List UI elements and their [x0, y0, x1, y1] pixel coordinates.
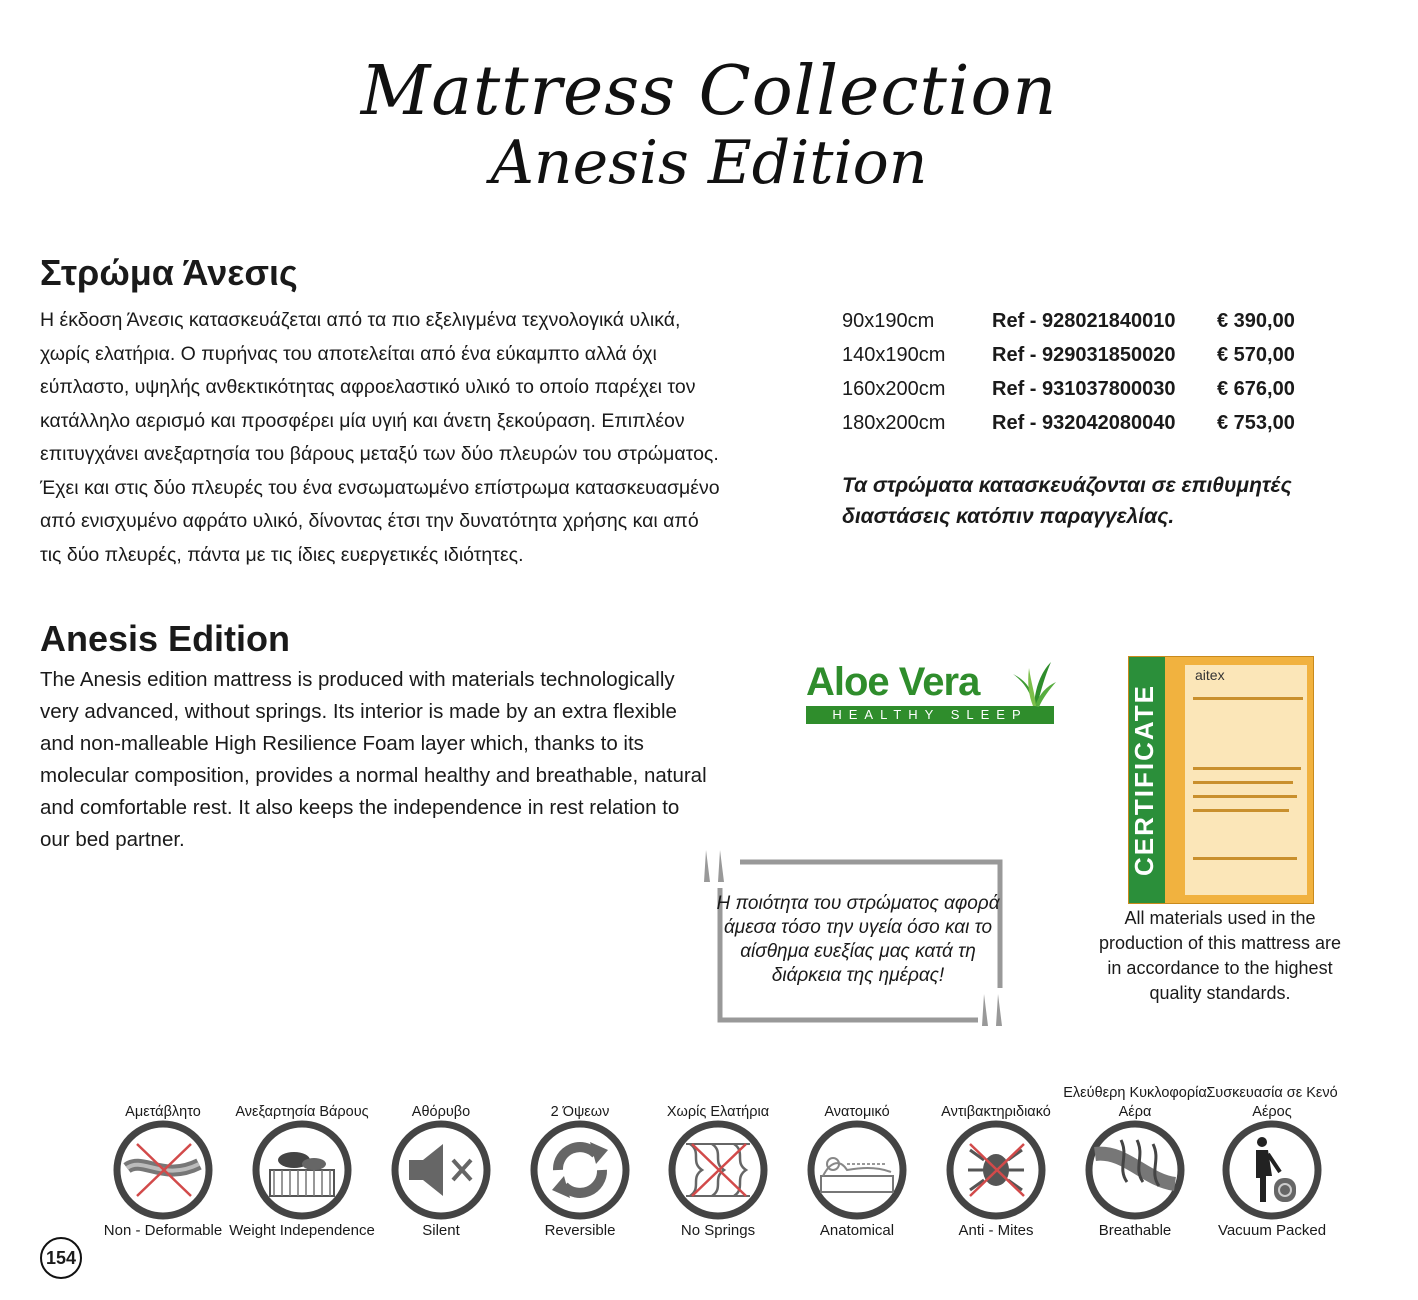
certificate-line [1193, 809, 1289, 812]
feature-label-greek: Ανατομικό [824, 1104, 890, 1120]
price-size: 160x200cm [842, 378, 946, 400]
price-row [842, 372, 1295, 406]
feature-label-english: Non - Deformable [103, 1222, 223, 1239]
certificate-line [1193, 857, 1297, 860]
title-line-2: Anesis Edition [490, 128, 928, 198]
feature-reversible [505, 1080, 655, 1260]
price-size: 90x190cm [842, 310, 935, 332]
price-ref: Ref - 931037800030 [992, 378, 1176, 400]
anti-mites-icon [946, 1120, 1046, 1220]
certificate-caption: All materials used in the production of this mattress are in accordance to the highest quality standards. [1098, 908, 1342, 1003]
weight-independence-icon [252, 1120, 352, 1220]
feature-label-english: Vacuum Packed [1217, 1222, 1327, 1239]
price-row [842, 406, 1295, 440]
feature-no-springs [643, 1080, 793, 1260]
greek-paragraph: Η έκδοση Άνεσις κατασκευάζεται από τα πιο εξελιγμένα τεχνολογικά υλικά, χωρίς ελατήρια. Ο πυρήνας του αποτελείται από ένα εύκαμπτο αλλά όχι εύπλαστο, υψηλής ανθεκτικότητας αφροελαστικό υλικό το οποίο παρέχει τον κατάλληλο αερισμό και προσφέρει μία υγιή και άνετη ξεκούραση. Επιπλέον επιτυγχάνει ανεξαρτησία του βάρους μεταξύ των δύο πλευρών του στρώματος. Έχει και στις δύο πλευρές του ένα ενσωματωμένο επίστρωμα κατασκευασμένο από ενισχυμένο αφράτο υλικό, δίνοντας έτσι την δυνατότητα χρήσης και από τις δύο πλευρές, πάντα με τις ίδιες ευεργετικές ιδιότητες. [40, 309, 720, 566]
feature-label-greek: Ανεξαρτησία Βάρους [235, 1104, 369, 1120]
price-row [842, 304, 1295, 338]
price-row [842, 338, 1295, 372]
feature-silent [366, 1080, 516, 1260]
page-number: 154 [40, 1237, 82, 1279]
price-value: € 753,00 [1217, 412, 1295, 434]
breathable-icon [1085, 1120, 1185, 1220]
feature-weight-independence [227, 1080, 377, 1260]
certificate-image [1128, 656, 1314, 904]
greek-heading: Στρώμα Άνεσις [40, 252, 298, 293]
feature-vacuum-packed [1197, 1080, 1347, 1260]
anatomical-icon [807, 1120, 907, 1220]
feature-breathable [1060, 1080, 1210, 1260]
price-ref: Ref - 929031850020 [992, 344, 1176, 366]
certificate-label: CERTIFICATE [1129, 684, 1159, 876]
aloe-leaf-icon [1011, 660, 1057, 708]
feature-label-english: Breathable [1098, 1222, 1172, 1239]
price-ref: Ref - 928021840010 [992, 310, 1176, 332]
certificate-line [1193, 767, 1301, 770]
certificate-line [1193, 781, 1293, 784]
feature-label-english: Anti - Mites [958, 1222, 1034, 1239]
feature-label-english: No Springs [680, 1222, 756, 1239]
price-value: € 676,00 [1217, 378, 1295, 400]
vacuum-packed-icon [1222, 1120, 1322, 1220]
feature-label-greek: Συσκευασία σε Κενό Αέρος [1206, 1085, 1338, 1120]
feature-label-greek: Ελεύθερη Κυκλοφορία Αέρα [1063, 1085, 1207, 1120]
no-springs-icon [668, 1120, 768, 1220]
certificate-brand: aitex [1195, 667, 1225, 683]
reversible-icon [530, 1120, 630, 1220]
feature-anatomical [782, 1080, 932, 1260]
certificate-line [1193, 697, 1303, 700]
feature-label-english: Silent [422, 1222, 460, 1239]
custom-size-note: Τα στρώματα κατασκευάζονται σε επιθυμητές διαστάσεις κατόπιν παραγγελίας. [842, 474, 1292, 528]
non-deformable-icon [113, 1120, 213, 1220]
feature-non-deformable [88, 1080, 238, 1260]
title-line-1: Mattress Collection [360, 52, 1058, 131]
aloe-vera-logo-tagline: HEALTHY SLEEP [806, 706, 1054, 724]
aloe-vera-logo [806, 660, 1056, 726]
english-paragraph: The Anesis edition mattress is produced with materials technologically very advanced, without springs. Its interior is made by an extra flexible and non-malleable High Resilience Foam layer which, thanks to its molecular composition, provides a normal healthy and breathable, natural and comfortable rest. It also keeps the independence in rest relation to our bed partner. [40, 668, 707, 851]
price-size: 180x200cm [842, 412, 946, 434]
feature-label-greek: Αθόρυβο [411, 1104, 471, 1120]
price-size: 140x190cm [842, 344, 946, 366]
price-list [842, 304, 1295, 440]
aloe-vera-logo-name: Aloe Vera [806, 660, 980, 704]
price-ref: Ref - 932042080040 [992, 412, 1176, 434]
certificate-line [1193, 795, 1297, 798]
feature-label-english: Weight Independence [229, 1222, 375, 1239]
price-value: € 390,00 [1217, 310, 1295, 332]
feature-label-english: Reversible [544, 1222, 616, 1239]
price-value: € 570,00 [1217, 344, 1295, 366]
feature-label-greek: Αμετάβλητο [125, 1104, 201, 1120]
feature-label-greek: 2 Όψεων [550, 1104, 610, 1120]
feature-label-greek: Χωρίς Ελατήρια [666, 1104, 770, 1120]
feature-label-greek: Αντιβακτηριδιακό [941, 1104, 1051, 1120]
feature-label-english: Anatomical [819, 1222, 895, 1239]
english-heading: Anesis Edition [40, 618, 291, 659]
silent-icon [391, 1120, 491, 1220]
feature-anti-mites [921, 1080, 1071, 1260]
quote-text: Η ποιότητα του στρώματος αφορά άμεσα τόσο την υγεία όσο και το αίσθημα ευεξίας μας κατά τη διάρκεια της ημέρας! [716, 893, 1000, 986]
